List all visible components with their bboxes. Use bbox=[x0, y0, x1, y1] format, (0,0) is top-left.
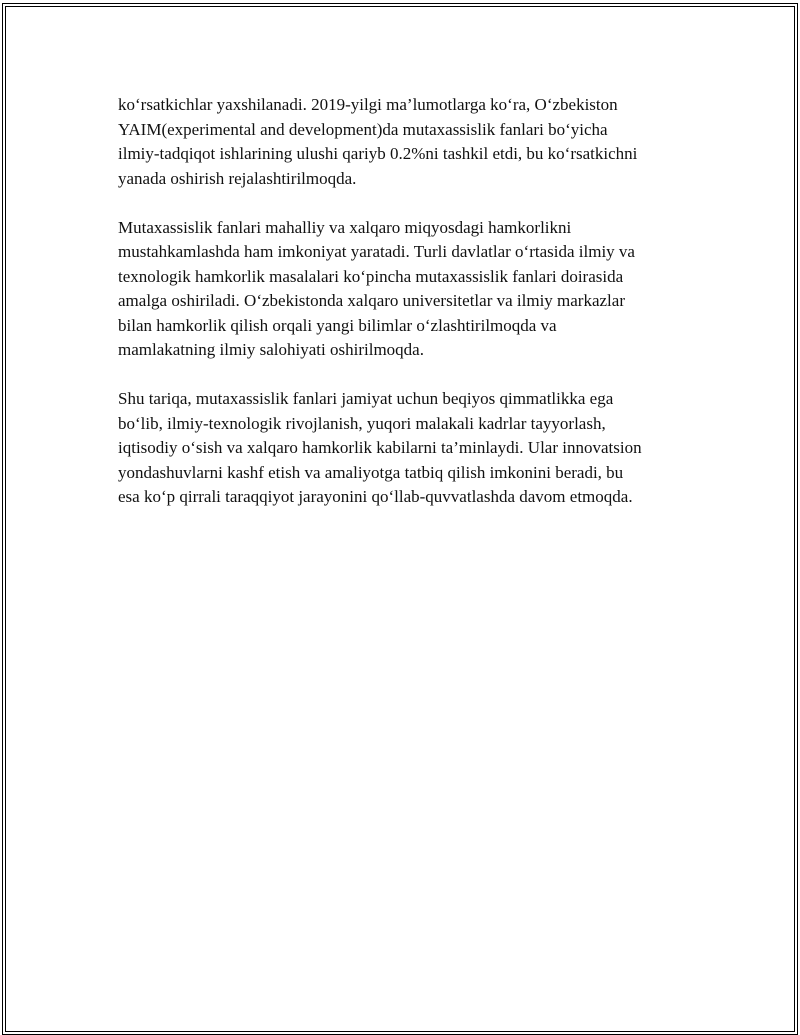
text-line: iqtisodiy o‘sish va xalqaro hamkorlik kabilarni ta’minlaydi. Ular innovatsion bbox=[118, 438, 642, 457]
document-body bbox=[118, 93, 698, 534]
text-line: ilmiy-tadqiqot ishlarining ulushi qariyb 0.2%ni tashkil etdi, bu ko‘rsatkichni bbox=[118, 144, 638, 163]
paragraph-3 bbox=[118, 387, 698, 510]
paragraph-1 bbox=[118, 93, 698, 191]
text-line: bilan hamkorlik qilish orqali yangi bilimlar o‘zlashtirilmoqda va bbox=[118, 315, 557, 335]
text-line: ko‘rsatkichlar yaxshilanadi. 2019-yilgi ma’lumotlarga ko‘ra, O‘zbekiston bbox=[118, 95, 618, 114]
text-line: texnologik hamkorlik masalalari ko‘pincha mutaxassislik fanlari doirasida bbox=[118, 266, 624, 286]
text-line: esa ko‘p qirrali taraqqiyot jarayonini qo‘llab-quvvatlashda davom etmoqda. bbox=[118, 487, 633, 506]
text-line: bo‘lib, ilmiy-texnologik rivojlanish, yuqori malakali kadrlar tayyorlash, bbox=[118, 413, 606, 433]
text-line: amalga oshiriladi. O‘zbekistonda xalqaro universitetlar va ilmiy markazlar bbox=[118, 291, 625, 310]
text-line: yanada oshirish rejalashtirilmoqda. bbox=[118, 168, 357, 188]
paragraph-2 bbox=[118, 216, 698, 363]
text-line: mamlakatning ilmiy salohiyati oshirilmoqda. bbox=[118, 340, 424, 359]
text-line: Mutaxassislik fanlari mahalliy va xalqaro miqyosdagi hamkorlikni bbox=[118, 217, 572, 237]
text-line: Shu tariqa, mutaxassislik fanlari jamiyat uchun beqiyos qimmatlikka ega bbox=[118, 389, 614, 408]
text-line: yondashuvlarni kashf etish va amaliyotga tatbiq qilish imkonini beradi, bu bbox=[118, 462, 624, 482]
text-line: YAIM(experimental and development)da mutaxassislik fanlari bo‘yicha bbox=[118, 119, 608, 139]
text-line: mustahkamlashda ham imkoniyat yaratadi. Turli davlatlar o‘rtasida ilmiy va bbox=[118, 242, 635, 261]
